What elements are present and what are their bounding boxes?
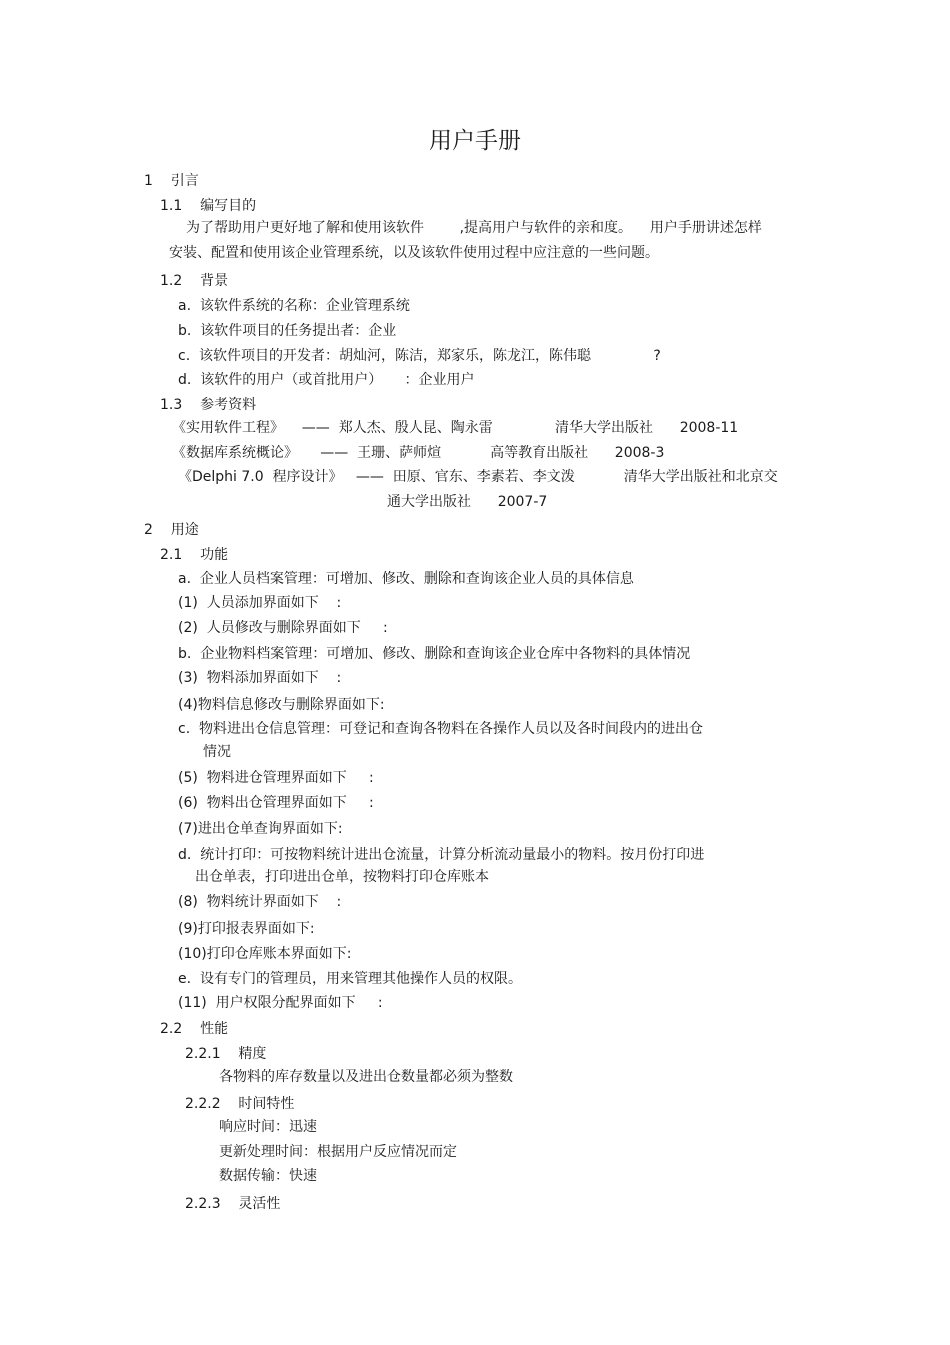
reference-item: 《实用软件工程》 —— 郑人杰、殷人昆、陶永雷 清华大学出版社 2008-11 xyxy=(172,420,739,436)
list-item: (9)打印报表界面如下: xyxy=(178,921,315,937)
reference-item: 《Delphi 7.0 程序设计》 —— 田原、官东、李素若、李文泼 清华大学出版社和北京交 xyxy=(178,469,778,485)
paragraph: 响应时间：迅速 xyxy=(219,1119,317,1135)
list-item: a. 该软件系统的名称：企业管理系统 xyxy=(178,298,410,314)
section-2-heading: 2 用途 xyxy=(144,522,199,538)
list-item: c. 物料进出仓信息管理：可登记和查询各物料在各操作人员以及各时间段内的进出仓 xyxy=(178,721,704,737)
section-2-2-1-heading: 2.2.1 精度 xyxy=(185,1046,267,1062)
list-item: (11) 用户权限分配界面如下 : xyxy=(178,995,383,1011)
paragraph: 安装、配置和使用该企业管理系统，以及该软件使用过程中应注意的一些问题。 xyxy=(169,245,659,261)
list-item-continued: 出仓单表，打印进出仓单，按物料打印仓库账本 xyxy=(195,869,489,885)
list-item: d. 统计打印：可按物料统计进出仓流量，计算分析流动量最小的物料。按月份打印进 xyxy=(178,847,705,863)
reference-item-continued: 通大学出版社 2007-7 xyxy=(387,494,548,510)
list-item: (7)进出仓单查询界面如下: xyxy=(178,821,343,837)
section-1-3-heading: 1.3 参考资料 xyxy=(160,397,257,413)
list-item: (10)打印仓库账本界面如下: xyxy=(178,946,352,962)
reference-item: 《数据库系统概论》 —— 王珊、萨师煊 高等教育出版社 2008-3 xyxy=(172,445,665,461)
list-item: a. 企业人员档案管理：可增加、修改、删除和查询该企业人员的具体信息 xyxy=(178,571,634,587)
section-2-2-heading: 2.2 性能 xyxy=(160,1021,229,1037)
section-1-2-heading: 1.2 背景 xyxy=(160,273,229,289)
list-item: (5) 物料进仓管理界面如下 : xyxy=(178,770,374,786)
list-item: b. 该软件项目的任务提出者：企业 xyxy=(178,323,397,339)
list-item: (3) 物料添加界面如下 : xyxy=(178,670,342,686)
section-1-heading: 1 引言 xyxy=(144,173,199,189)
paragraph: 更新处理时间：根据用户反应情况而定 xyxy=(219,1144,457,1160)
paragraph: 数据传输：快速 xyxy=(219,1168,317,1184)
list-item: (4)物料信息修改与删除界面如下: xyxy=(178,697,385,713)
list-item: b. 企业物料档案管理：可增加、修改、删除和查询该企业仓库中各物料的具体情况 xyxy=(178,646,691,662)
list-item: (6) 物料出仓管理界面如下 : xyxy=(178,795,374,811)
section-2-1-heading: 2.1 功能 xyxy=(160,547,229,563)
paragraph: 为了帮助用户更好地了解和使用该软件 ,提高用户与软件的亲和度。 用户手册讲述怎样 xyxy=(186,220,762,236)
list-item: (2) 人员修改与删除界面如下 : xyxy=(178,620,388,636)
list-item: (1) 人员添加界面如下 : xyxy=(178,595,342,611)
paragraph: 各物料的库存数量以及进出仓数量都必须为整数 xyxy=(219,1069,513,1085)
list-item: e. 设有专门的管理员，用来管理其他操作人员的权限。 xyxy=(178,971,522,987)
page-title: 用户手册 xyxy=(429,128,521,154)
list-item: (8) 物料统计界面如下 : xyxy=(178,894,342,910)
list-item-continued: 情况 xyxy=(203,744,231,760)
section-2-2-2-heading: 2.2.2 时间特性 xyxy=(185,1096,295,1112)
section-1-1-heading: 1.1 编写目的 xyxy=(160,198,257,214)
list-item: d. 该软件的用户（或首批用户） ：企业用户 xyxy=(178,372,475,388)
list-item: c. 该软件项目的开发者：胡灿河，陈洁，郑家乐，陈龙江，陈伟聪 ? xyxy=(178,348,661,364)
section-2-2-3-heading: 2.2.3 灵活性 xyxy=(185,1196,281,1212)
